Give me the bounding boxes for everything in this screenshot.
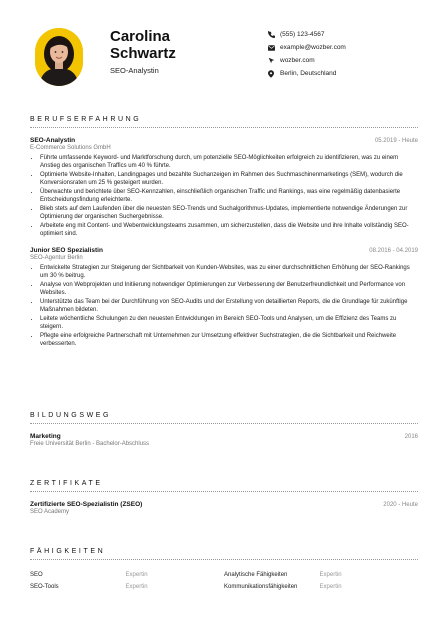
experience-date: 08.2016 - 04.2019 xyxy=(369,248,418,254)
experience-entry xyxy=(30,247,418,348)
certificate-title: Zertifizierte SEO-Spezialistin (ZSEO) xyxy=(30,501,143,508)
experience-entry xyxy=(30,137,418,238)
certificate-entry xyxy=(30,501,418,515)
contact-website[interactable] xyxy=(268,54,438,67)
certificate-date: 2020 - Heute xyxy=(383,502,418,508)
bullet-item: • Unterstützte das Team bei der Durchführung von SEO-Audits und der Erstellung von detaillierten Reports, die die Grundlage für zukünftige Maßnahmen bildeten. xyxy=(40,298,418,314)
education-date: 2016 xyxy=(404,434,418,440)
skill-row xyxy=(30,581,418,593)
skill-level: Expertin xyxy=(125,584,148,590)
phone-icon xyxy=(268,31,280,38)
experience-title: Junior SEO Spezialistin xyxy=(30,247,103,254)
contact-phone-text: (555) 123-4567 xyxy=(280,31,325,38)
contact-location-text: Berlin, Deutschland xyxy=(280,70,337,77)
skill-level: Expertin xyxy=(319,572,342,578)
location-pin-icon xyxy=(268,70,280,78)
skill-row xyxy=(30,569,418,581)
bullet-item: • Entwickelte Strategien zur Steigerung der Sichtbarkeit von Kunden-Websites, was zu einer durchschnittlichen Erhöhung der SEO-Rankings um 30 % beitrug. xyxy=(40,264,418,280)
bullet-item: • Pflegte eine erfolgreiche Partnerschaft mit Unternehmen zur Umsetzung effektiver Suchstrategien, die die Sichtbarkeit und Reichweite verbesserten. xyxy=(40,332,418,348)
skill-name: SEO xyxy=(30,572,43,578)
experience-company: SEO-Agentur Berlin xyxy=(30,255,83,261)
contact-website-text: wozber.com xyxy=(280,57,315,64)
contact-email[interactable] xyxy=(268,41,438,54)
avatar xyxy=(35,28,83,86)
skill-name: Kommunikationsfähigkeiten xyxy=(224,584,298,590)
education-heading: BILDUNGSWEG xyxy=(30,412,418,424)
bullet-item: • Arbeitete eng mit Content- und Webentwicklungsteams zusammen, um sicherzustellen, dass die Website und ihre Inhalte vollständig SEO-optimiert sind. xyxy=(40,222,418,238)
education-institution: Freie Universität Berlin - Bachelor-Abschluss xyxy=(30,441,150,447)
skill-level: Expertin xyxy=(319,584,342,590)
skill-name: Analytische Fähigkeiten xyxy=(224,572,288,578)
candidate-name xyxy=(110,28,250,62)
education-entry xyxy=(30,433,418,447)
envelope-icon xyxy=(268,45,280,51)
bullet-item: • Blieb stets auf dem Laufenden über die neuesten SEO-Trends und Suchalgorithmus-Updates, implementierte notwendige Änderungen zur Optimierung der organischen Suchergebnisse. xyxy=(40,205,418,221)
contact-phone[interactable] xyxy=(268,28,438,41)
education-section xyxy=(30,412,418,447)
contact-email-text: example@wozber.com xyxy=(280,44,346,51)
resume-header xyxy=(0,0,448,100)
bullet-item: • Analyse von Webprojekten und Initiierung notwendiger Optimierungen zur Verbesserung der Benutzerfreundlichkeit und Performance von Websites. xyxy=(40,281,418,297)
experience-section xyxy=(30,116,418,349)
profile-photo xyxy=(35,28,83,86)
certificates-heading: ZERTIFIKATE xyxy=(30,480,418,492)
bullet-item: • Führte umfassende Keyword- und Marktforschung durch, um potenzielle SEO-Möglichkeiten erfolgreich zu identifizieren, was zu einem Anstieg des organischen Traffics um 40 % führte. xyxy=(40,154,418,170)
bullet-item: • Optimierte Website-Inhalten, Landingpages und bezahlte Suchanzeigen im Rahmen des Suchmaschinenmarketings (SEM), wodurch die Konversionsraten um 25 % gesteigert wurden. xyxy=(40,171,418,187)
job-title: SEO-Analystin xyxy=(110,66,159,75)
experience-company: E-Commerce Solutions GmbH xyxy=(30,145,111,151)
skills-section xyxy=(30,548,418,593)
pointer-icon xyxy=(268,57,280,64)
education-title: Marketing xyxy=(30,433,61,440)
skill-name: SEO-Tools xyxy=(30,584,59,590)
experience-date: 05.2019 - Heute xyxy=(374,138,418,144)
certificates-section xyxy=(30,480,418,515)
contact-list xyxy=(268,28,438,80)
contact-location xyxy=(268,67,438,80)
skills-heading: FÄHIGKEITEN xyxy=(30,548,418,560)
name-last: Schwartz xyxy=(110,45,176,62)
experience-bullets xyxy=(30,154,418,238)
experience-bullets xyxy=(30,264,418,348)
experience-title: SEO-Analystin xyxy=(30,137,76,144)
certificate-issuer: SEO Academy xyxy=(30,509,70,515)
skill-level: Expertin xyxy=(125,572,148,578)
name-first: Carolina xyxy=(110,28,171,45)
experience-heading: BERUFSERFAHRUNG xyxy=(30,116,418,128)
portrait-illustration xyxy=(35,28,83,86)
skills-grid xyxy=(30,569,418,593)
bullet-item: • Leitete wöchentliche Schulungen zu den neuesten Entwicklungen im Bereich SEO-Tools und Analysen, um die Effizienz des Teams zu steigern. xyxy=(40,315,418,331)
bullet-item: • Überwachte und berichtete über SEO-Kennzahlen, einschließlich organischen Traffic und Rankings, was eine regelmäßig datenbasierte Entscheidungsfindung erleichterte. xyxy=(40,188,418,204)
